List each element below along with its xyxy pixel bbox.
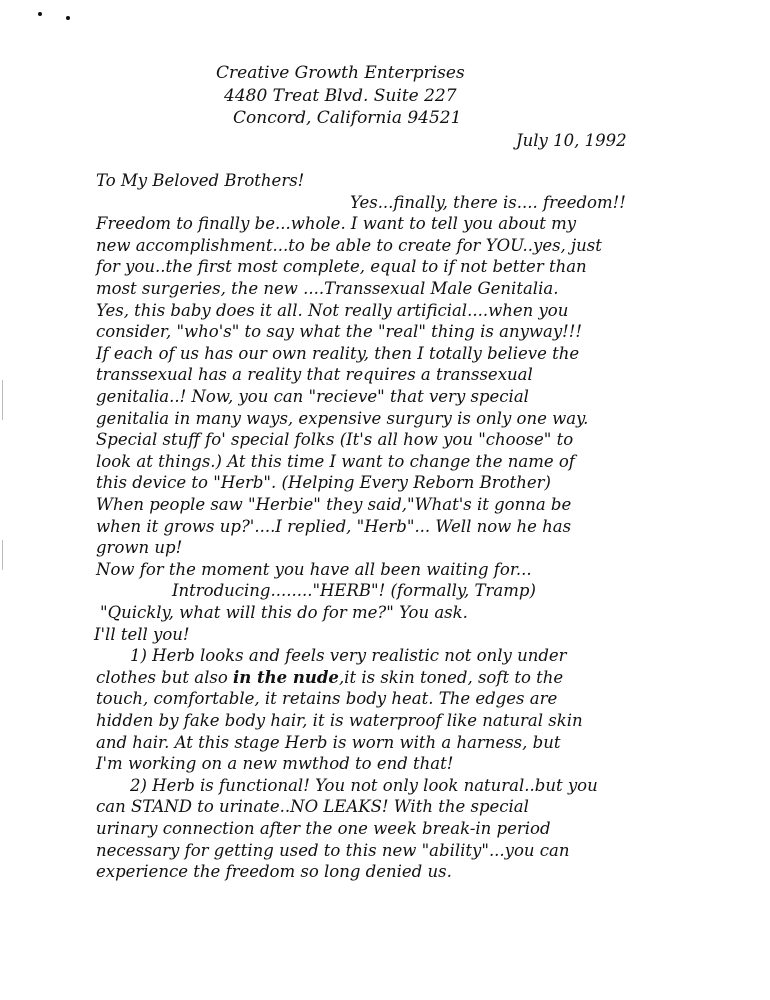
body-line: I'll tell you!	[94, 625, 190, 644]
ink-speck	[66, 16, 70, 20]
body-line: new accomplishment...to be able to create for YOU..yes, just	[96, 236, 602, 255]
body-line: experience the freedom so long denied us.	[96, 862, 452, 881]
body-line: grown up!	[96, 538, 183, 557]
body-line: can STAND to urinate..NO LEAKS! With the special	[96, 797, 529, 816]
body-line	[96, 667, 563, 689]
salutation: To My Beloved Brothers!	[96, 171, 305, 190]
body-line: hidden by fake body hair, it is waterproof like natural skin	[96, 711, 583, 730]
body-line: genitalia..! Now, you can "recieve" that very special	[96, 387, 529, 406]
body-line: Now for the moment you have all been waiting for...	[96, 560, 532, 579]
letter-date: July 10, 1992	[516, 131, 627, 150]
body-line: when it grows up?'....I replied, "Herb"... Well now he has	[96, 517, 572, 536]
body-line: When people saw "Herbie" they said,"What's it gonna be	[96, 495, 572, 514]
body-line: and hair. At this stage Herb is worn with a harness, but	[96, 733, 561, 752]
body-line: most surgeries, the new ....Transsexual Male Genitalia.	[96, 279, 559, 298]
body-line: urinary connection after the one week break-in period	[96, 819, 551, 838]
page-edge-mark	[2, 380, 3, 420]
body-line: Yes...finally, there is.... freedom!!	[350, 193, 626, 212]
body-line: genitalia in many ways, expensive surgury is only one way.	[96, 409, 589, 428]
body-line: this device to "Herb". (Helping Every Reborn Brother)	[96, 473, 551, 492]
body-line: look at things.) At this time I want to change the name of	[96, 452, 575, 471]
body-line: I'm working on a new mwthod to end that!	[96, 754, 454, 773]
body-line: Introducing........"HERB"! (formally, Tramp)	[172, 581, 536, 600]
letterhead-company: Creative Growth Enterprises	[216, 63, 465, 83]
ink-speck	[38, 12, 42, 16]
body-text: clothes but also	[96, 668, 228, 687]
body-line: transsexual has a reality that requires a transsexual	[96, 365, 533, 384]
body-line: If each of us has our own reality, then I totally believe the	[96, 344, 580, 363]
letterhead-street: 4480 Treat Blvd. Suite 227	[224, 86, 457, 106]
body-line: 1) Herb looks and feels very realistic not only under	[130, 646, 567, 665]
letterhead-city: Concord, California 94521	[233, 108, 462, 128]
body-line: for you..the first most complete, equal to if not better than	[96, 257, 587, 276]
body-line: Yes, this baby does it all. Not really artificial....when you	[96, 301, 569, 320]
body-line: consider, "who's" to say what the "real" thing is anyway!!!	[96, 322, 583, 341]
body-line: Special stuff fo' special folks (It's all how you "choose" to	[96, 430, 574, 449]
body-line: Freedom to finally be...whole. I want to tell you about my	[96, 214, 577, 233]
page-edge-mark	[2, 540, 3, 570]
emphasis-text: in the nude	[233, 668, 339, 687]
body-line: "Quickly, what will this do for me?" You ask.	[100, 603, 468, 622]
body-text: ,it is skin toned, soft to the	[338, 668, 564, 687]
body-line: 2) Herb is functional! You not only look natural..but you	[130, 776, 598, 795]
body-line: necessary for getting used to this new "ability"...you can	[96, 841, 570, 860]
body-line: touch, comfortable, it retains body heat. The edges are	[96, 689, 558, 708]
